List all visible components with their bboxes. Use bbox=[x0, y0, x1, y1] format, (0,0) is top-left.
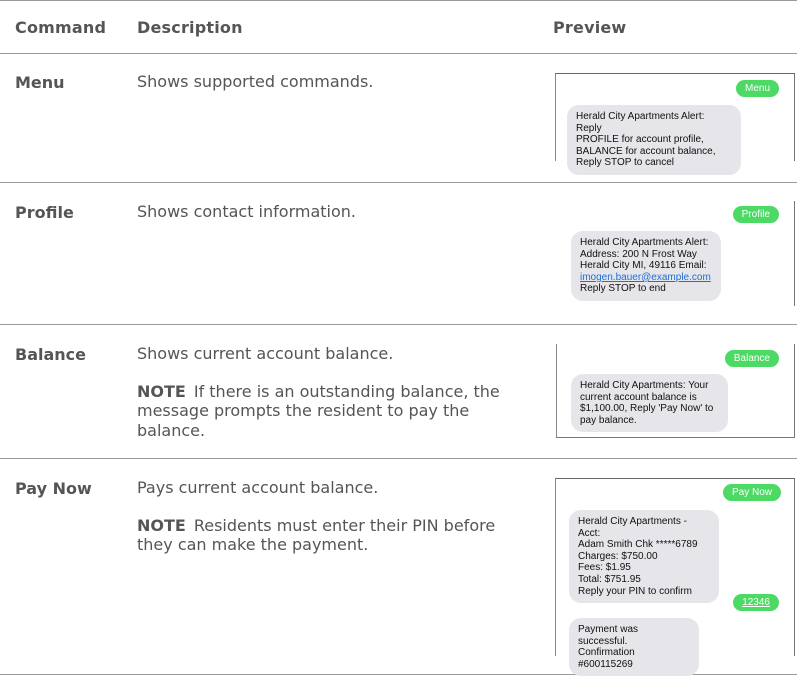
note-paragraph bbox=[137, 382, 527, 441]
header-command: Command bbox=[15, 18, 107, 37]
reply-text: Reply STOP to end bbox=[580, 283, 666, 295]
command-menu: Menu bbox=[15, 73, 65, 92]
description-profile bbox=[137, 202, 527, 233]
reply-bubble: Herald City Apartments - Acct: Adam Smith Chk *****6789 Charges: $750.00 Fees: $1.95 Total: $751.95 Reply your PIN to confirm bbox=[569, 510, 719, 603]
description-text: Shows current account balance. bbox=[137, 344, 394, 363]
pin-bubble bbox=[733, 594, 779, 611]
column-gap bbox=[120, 0, 122, 676]
command-profile: Profile bbox=[15, 203, 74, 222]
command-balance: Balance bbox=[15, 345, 86, 364]
header-description: Description bbox=[137, 18, 243, 37]
note-paragraph bbox=[137, 516, 527, 555]
reply-bubble: Herald City Apartments: Your current account balance is $1,100.00, Reply 'Pay Now' to pay balance. bbox=[571, 374, 728, 432]
header-preview: Preview bbox=[553, 18, 627, 37]
description-text: Pays current account balance. bbox=[137, 478, 379, 497]
reply-bubble bbox=[571, 231, 721, 301]
sent-bubble: Balance bbox=[725, 350, 779, 367]
preview-balance bbox=[556, 344, 795, 438]
confirmation-bubble: Payment was successful. Confirmation #600115269 bbox=[569, 618, 699, 676]
reply-bubble: Herald City Apartments Alert: Reply PROFILE for account profile, BALANCE for account balance, Reply STOP to cancel bbox=[567, 105, 741, 175]
reply-text: Herald City Apartments Alert: Address: 200 N Frost Way Herald City MI, 49116 Email: bbox=[580, 237, 709, 272]
preview-profile bbox=[555, 201, 795, 306]
description-menu bbox=[137, 72, 527, 103]
description-pay-now bbox=[137, 478, 527, 566]
note-text: If there is an outstanding balance, the message prompts the resident to pay the balance. bbox=[137, 381, 500, 440]
sent-bubble: Menu bbox=[736, 80, 779, 97]
preview-pay-now bbox=[555, 478, 795, 670]
note-label: NOTE bbox=[137, 515, 186, 535]
command-pay-now: Pay Now bbox=[15, 479, 92, 498]
note-text: Residents must enter their PIN before they can make the payment. bbox=[137, 515, 496, 554]
email-link[interactable]: imogen.bauer@example.com bbox=[580, 271, 711, 283]
description-balance bbox=[137, 344, 527, 451]
sent-bubble: Profile bbox=[733, 206, 779, 223]
note-label: NOTE bbox=[137, 381, 186, 401]
pin-text: 12346 bbox=[742, 597, 770, 608]
sent-bubble: Pay Now bbox=[723, 484, 781, 501]
description-text: Shows contact information. bbox=[137, 202, 356, 221]
preview-menu bbox=[555, 73, 795, 169]
description-text: Shows supported commands. bbox=[137, 72, 374, 91]
